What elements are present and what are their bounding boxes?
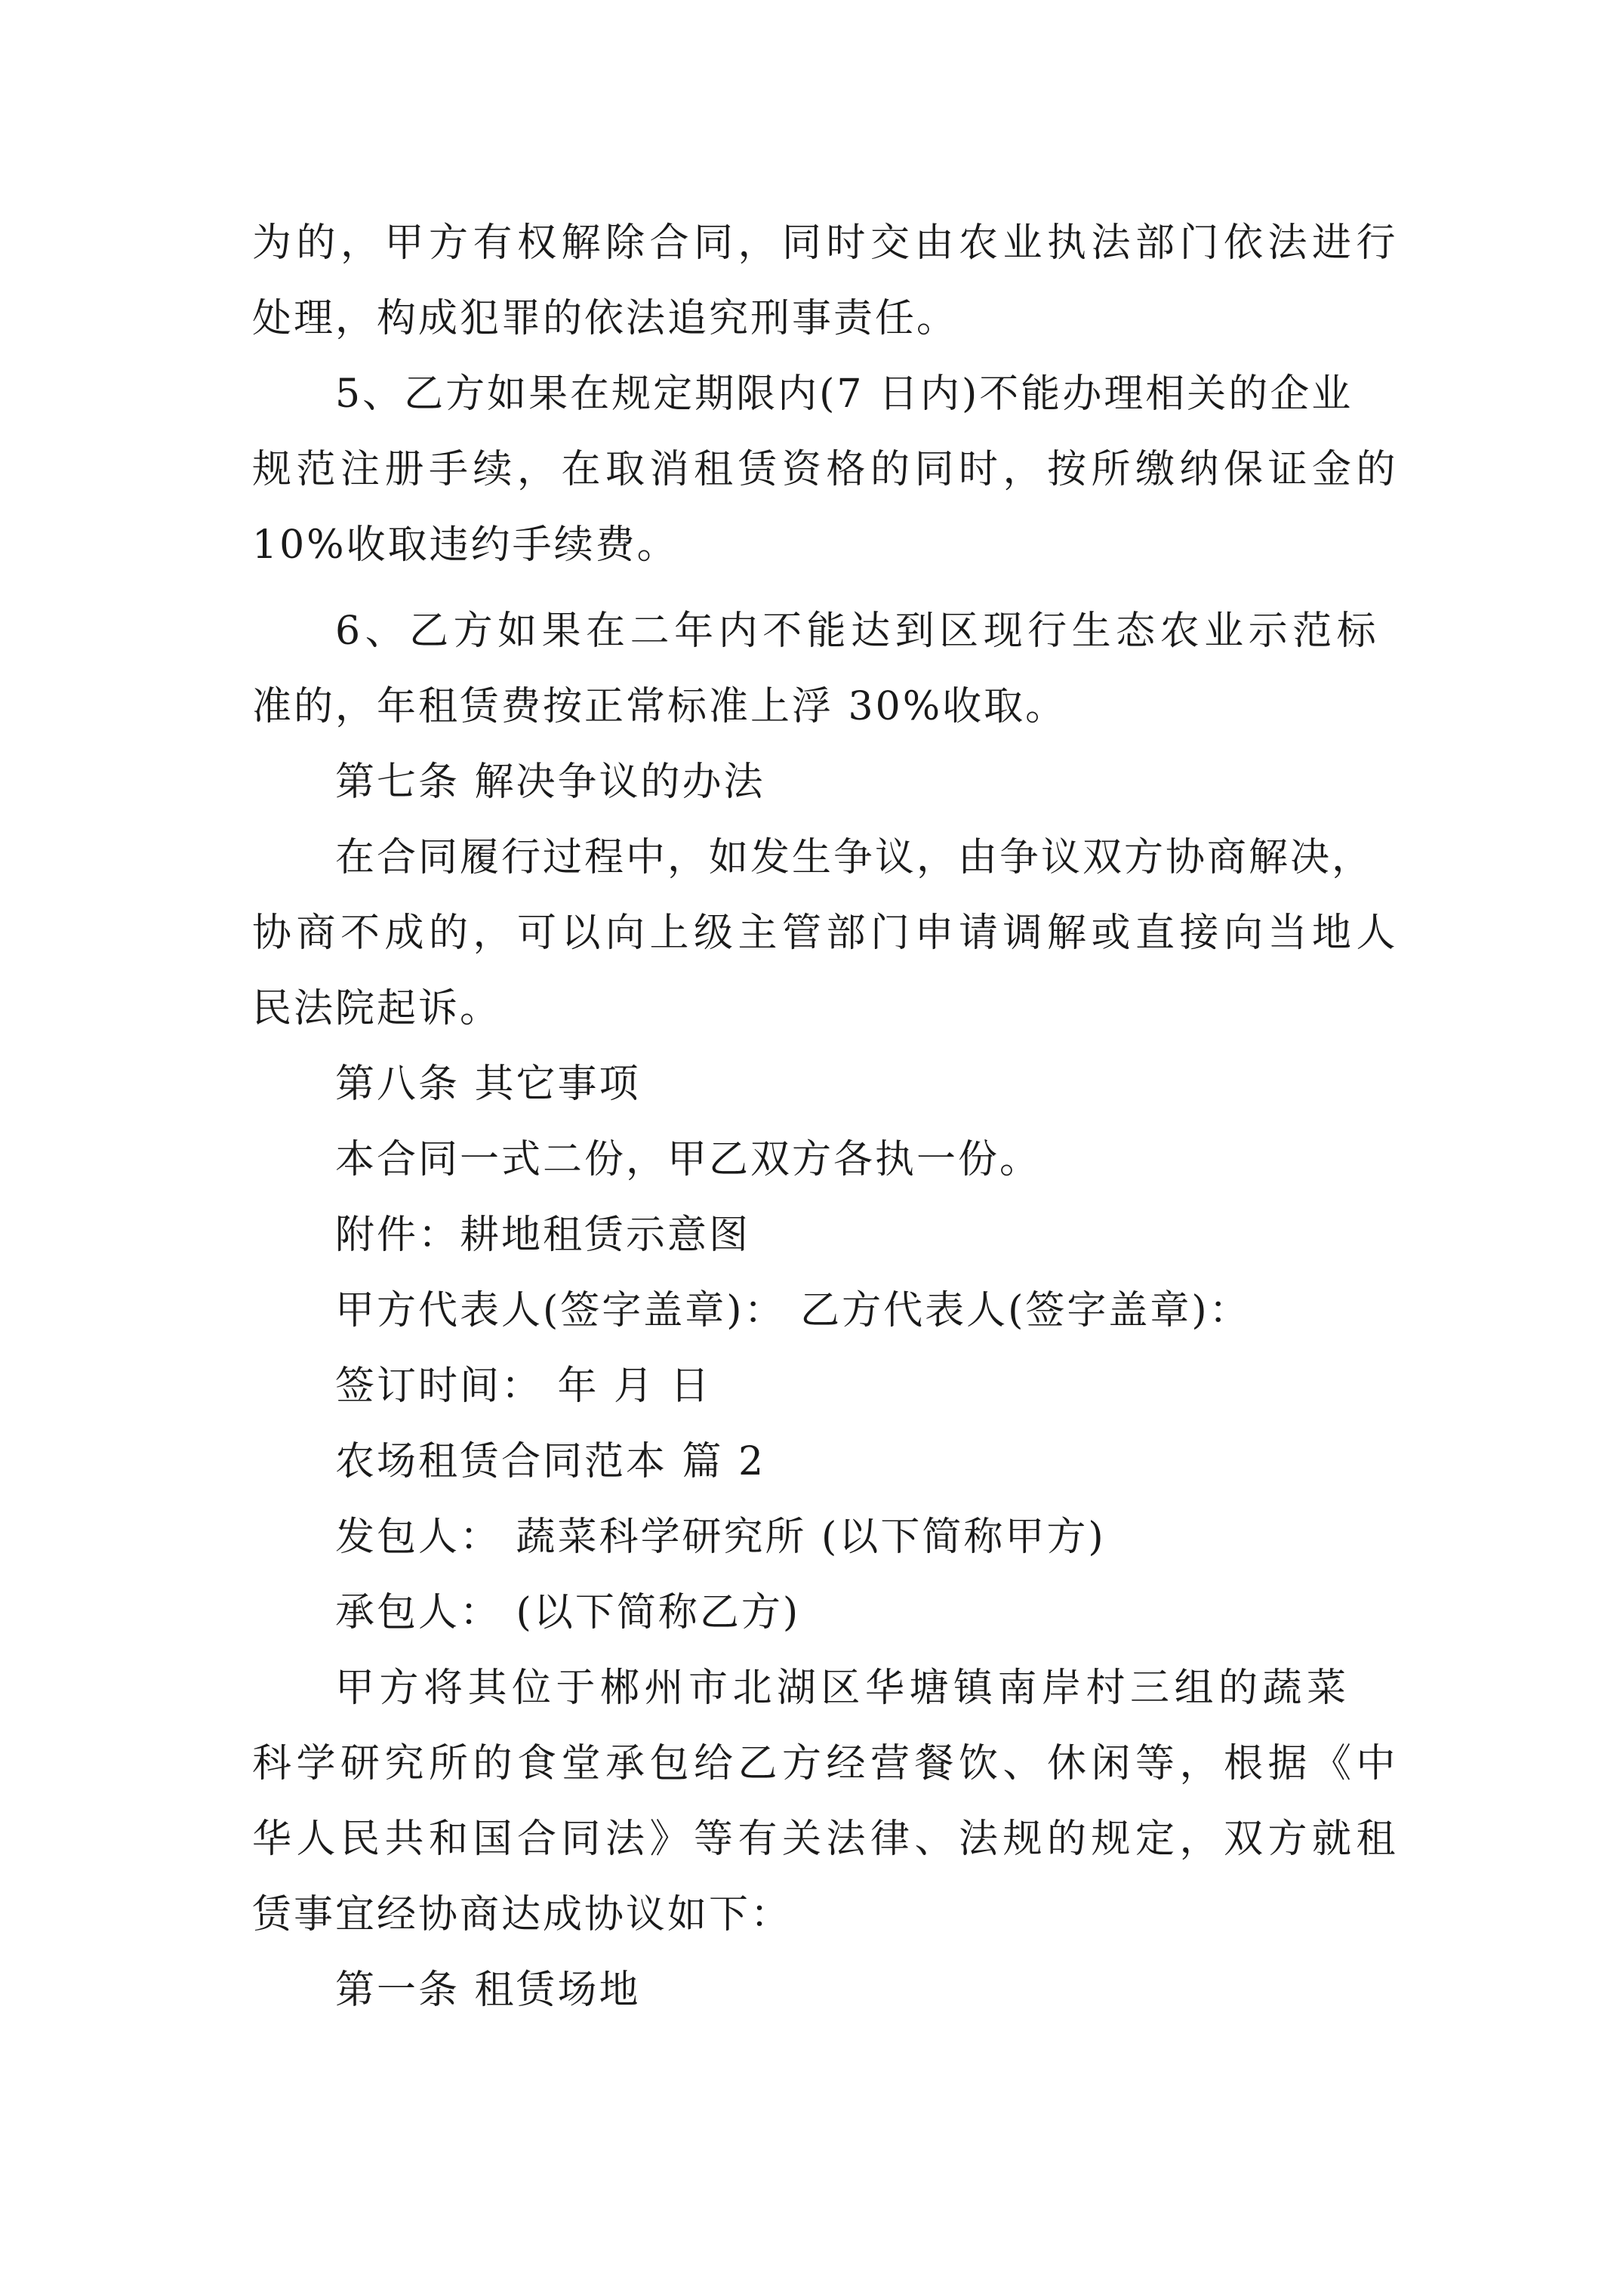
section-heading: 第一条 租赁场地 [335,1968,641,2013]
text-line: 6、乙方如果在二年内不能达到区现行生态农业示范标 [335,609,1381,654]
text-line: 处理，构成犯罪的依法追究刑事责任。 [252,296,959,341]
signature-line: 甲方代表人(签字盖章)： 乙方代表人(签字盖章)： [335,1288,1251,1333]
text-line: 附件：耕地租赁示意图 [335,1213,751,1258]
text-line: 华人民共和国合同法》等有关法律、法规的规定，双方就租 [252,1817,1401,1862]
text-line: 科学研究所的食堂承包给乙方经营餐饮、休闲等，根据《中 [252,1741,1401,1786]
text-line: 赁事宜经协商达成协议如下： [252,1892,793,1937]
text-line: 甲方将其位于郴州市北湖区华塘镇南岸村三组的蔬菜 [335,1666,1351,1711]
date-line: 签订时间： 年 月 日 [335,1364,712,1409]
section-heading: 第八条 其它事项 [335,1062,641,1107]
text-line: 为的，甲方有权解除合同，同时交由农业执法部门依法进行 [252,220,1401,266]
text-line: 本合同一式二份，甲乙双方各执一份。 [335,1137,1042,1182]
section-heading: 第七条 解决争议的办法 [335,760,765,805]
text-line: 规范注册手续，在取消租赁资格的同时，按所缴纳保证金的 [252,447,1401,492]
text-line: 5、乙方如果在规定期限内(7 日内)不能办理相关的企业 [335,371,1354,417]
text-line: 民法院起诉。 [252,986,502,1031]
text-line: 在合同履行过程中，如发生争议，由争议双方协商解决， [335,835,1374,880]
text-line: 准的，年租赁费按正常标准上浮 30%收取。 [252,684,1067,729]
document-subtitle: 农场租赁合同范本 篇 2 [335,1439,766,1484]
text-line: 协商不成的，可以向上级主管部门申请调解或直接向当地人 [252,911,1401,956]
text-line: 发包人： 蔬菜科学研究所 (以下简称甲方) [335,1515,1106,1560]
text-line: 承包人： (以下简称乙方) [335,1590,801,1635]
text-line: 10%收取违约手续费。 [252,522,679,568]
